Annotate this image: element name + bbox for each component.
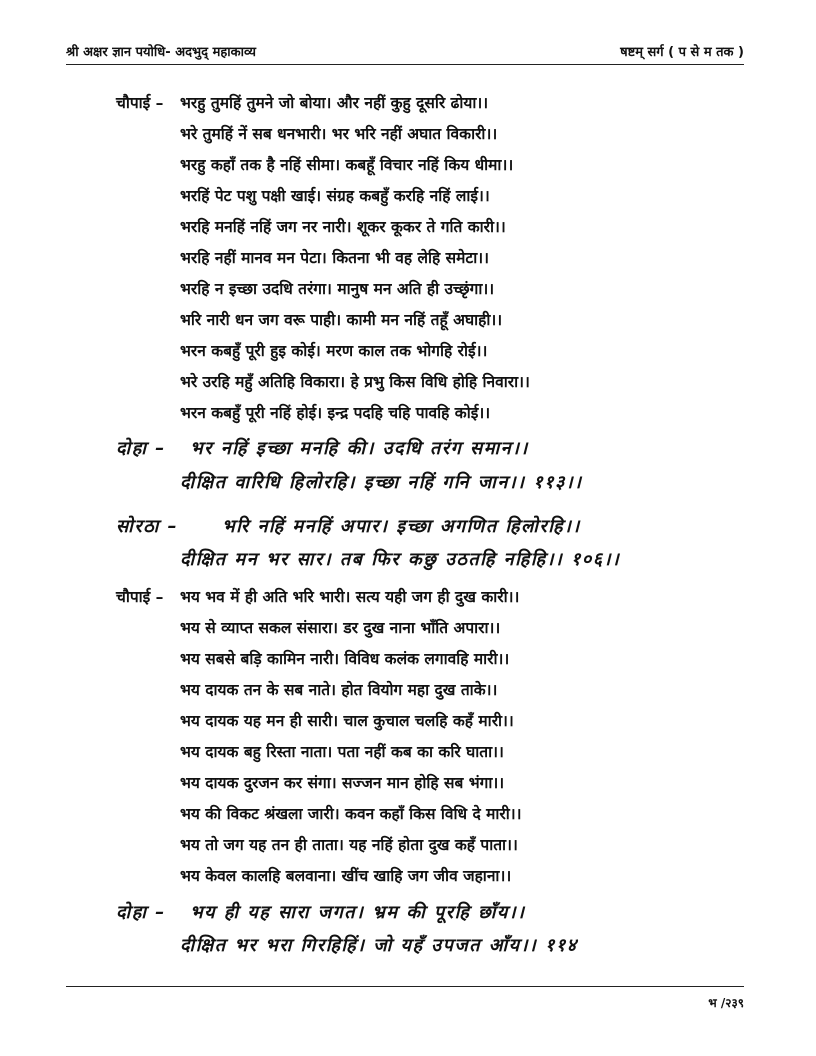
verse-label-chaupai: चौपाई – <box>116 588 164 606</box>
header-rule <box>66 64 744 65</box>
page-header <box>66 40 744 64</box>
verse-line: भय ही यह सारा जगत। भ्रम की पूरहि छाँय।। <box>190 902 526 923</box>
verse-line: भर नहिं इच्छा मनहि की। उदधि तरंग समान।। <box>190 438 529 459</box>
verse-line: भय दायक दुरजन कर संगा। सज्जन मान होहि सब भंगा।। <box>180 774 505 792</box>
verse-line: भरि नहिं मनहिं अपार। इच्छा अगणित हिलोरहि।। <box>222 516 581 537</box>
verse-line: भरे तुमहिं नें सब धनभारी। भर भरि नहीं अघात विकारी।। <box>180 125 498 143</box>
verse-line: भय से व्याप्त सकल संसारा। डर दुख नाना भाँति अपारा।। <box>180 619 501 637</box>
page-number: भ /२३९ <box>708 996 744 1010</box>
verse-label-doha: दोहा – <box>116 438 166 459</box>
verse-line: भय भव में ही अति भरि भारी। सत्य यही जग ही दुख कारी।। <box>180 588 520 606</box>
verse-line: दीक्षित मन भर सार। तब फिर कछु उठतहि नहिहि।। १०६।। <box>180 549 621 570</box>
verse-line: भरहि नहीं मानव मन पेटा। कितना भी वह लेहि समेटा।। <box>180 249 489 267</box>
verse-line: भरि नारी धन जग वरू पाही। कामी मन नहिं तहूँ अघाही।। <box>180 311 503 329</box>
verse-line: भरे उरहि महुँ अतिहि विकारा। हे प्रभु किस विधि होहि निवारा।। <box>180 373 530 391</box>
verse-line: भय सबसे बड़ि कामिन नारी। विविध कलंक लगावहि मारी।। <box>180 650 510 668</box>
verse-line: भरहु तुमहिं तुमने जो बोया। और नहीं कुहु दूसरि ढोया।। <box>180 94 489 112</box>
verse-label-doha: दोहा – <box>116 902 166 923</box>
footer-rule <box>66 986 744 987</box>
verse-line: भय केवल कालहि बलवाना। खींच खाहि जग जीव जहाना।। <box>180 867 512 885</box>
verse-label-chaupai: चौपाई – <box>116 94 164 112</box>
verse-line: भरहु कहाँ तक है नहिं सीमा। कबहूँ विचार नहिं किय धीमा।। <box>180 156 514 174</box>
verse-line: दीक्षित वारिधि हिलोरहि। इच्छा नहिं गनि जान।। ११३।। <box>180 472 583 493</box>
verse-line: भरहि न इच्छा उदधि तरंगा। मानुष मन अति ही उच्छृंगा।। <box>180 280 495 298</box>
book-title: श्री अक्षर ज्ञान पयोधि- अदभुद् महाकाव्य <box>66 45 256 60</box>
verse-line: भय दायक यह मन ही सारी। चाल कुचाल चलहि कहँ मारी।। <box>180 712 514 730</box>
chapter-title: षष्टम् सर्ग ( प से म तक ) <box>620 45 744 60</box>
verse-line: भय दायक तन के सब नाते। होत वियोग महा दुख ताके।। <box>180 681 498 699</box>
verse-line: भरहि मनहिं नहिं जग नर नारी। शूकर कूकर ते गति कारी।। <box>180 218 506 236</box>
verse-line: भय दायक बहु रिस्ता नाता। पता नहीं कब का करि घाता।। <box>180 743 504 761</box>
verse-label-sortha: सोरठा – <box>116 516 179 537</box>
verse-line: भरन कबहुँ पूरी हुइ कोई। मरण काल तक भोगहि रोई।। <box>180 342 488 360</box>
verse-line: भरन कबहुँ पूरी नहिं होई। इन्द्र पदहि चहि पावहि कोई।। <box>180 404 491 422</box>
verse-line: भय की विकट श्रंखला जारी। कवन कहाँ किस विधि दे मारी।। <box>180 805 522 823</box>
verse-line: दीक्षित भर भरा गिरहिहिं। जो यहँ उपजत आँय।। ११४ <box>180 935 578 956</box>
verse-line: भरहिं पेट पशु पक्षी खाई। संग्रह कबहुँ करहि नहिं लाई।। <box>180 187 490 205</box>
verse-line: भय तो जग यह तन ही ताता। यह नहिं होता दुख कहँ पाता।। <box>180 836 518 854</box>
